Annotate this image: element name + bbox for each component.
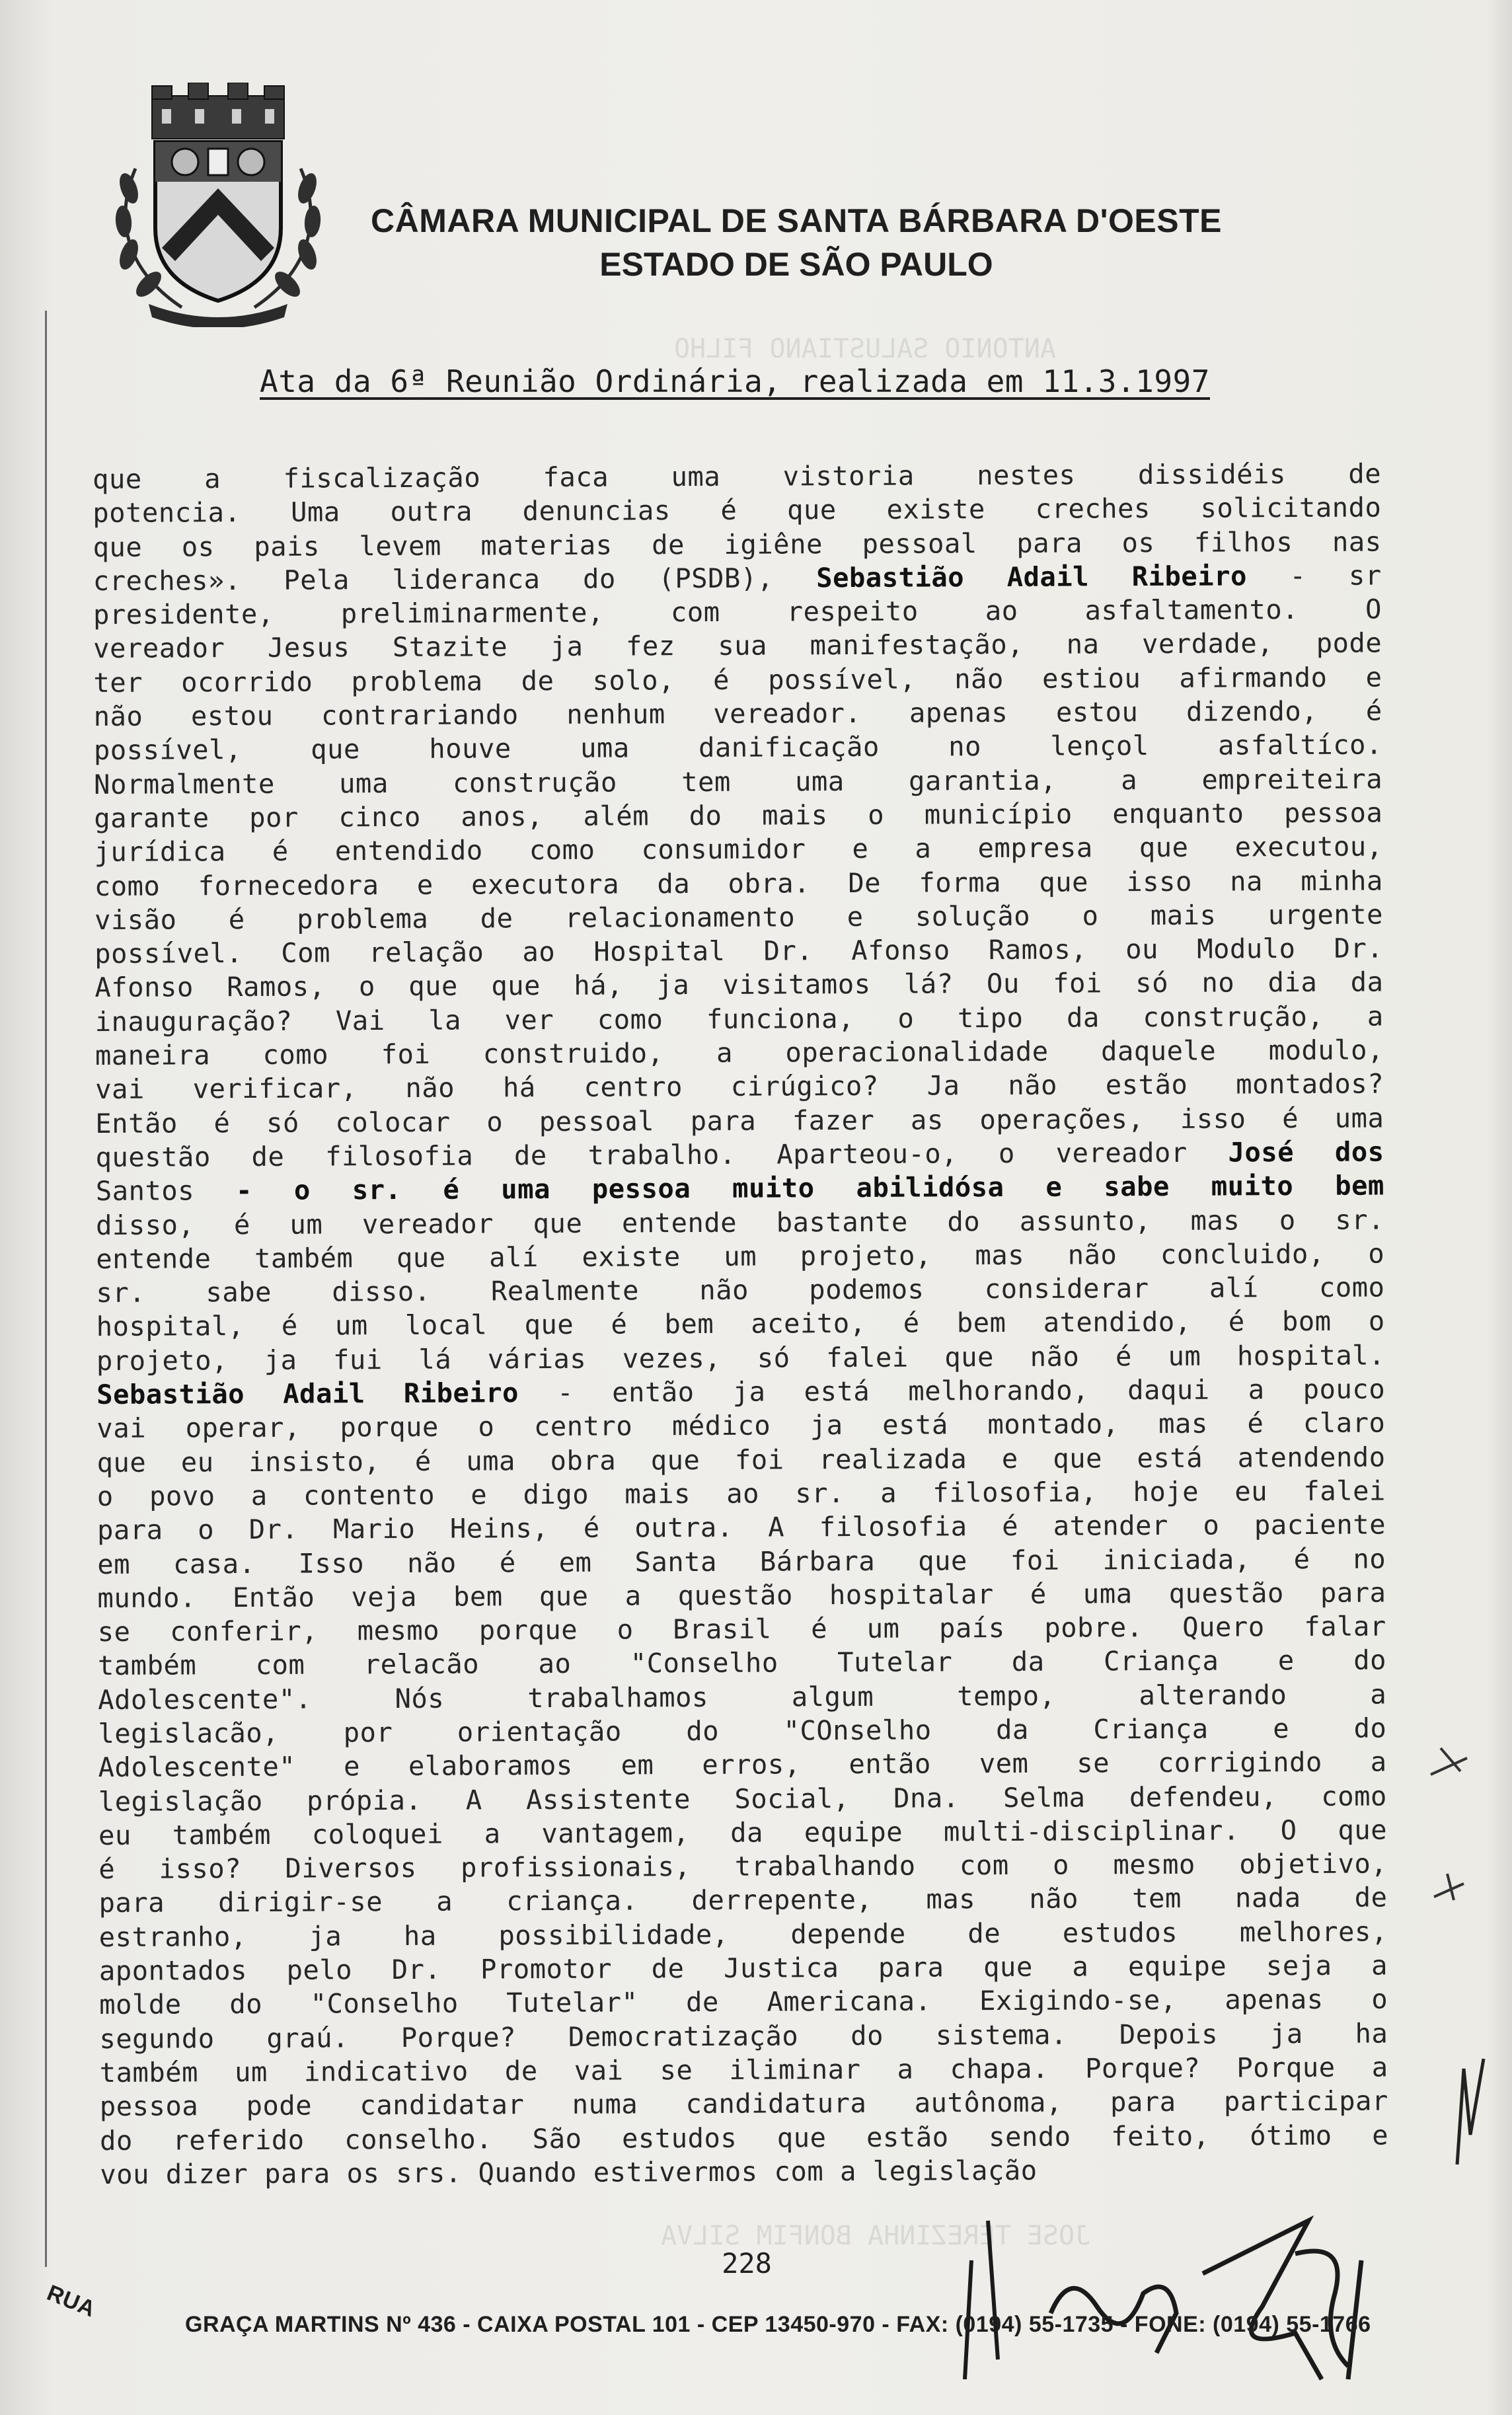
minutes-body	[93, 457, 1388, 2192]
minutes-line: entende também que alí existe um projeto, mas não concluido, o	[96, 1237, 1385, 1275]
minutes-line: eu também coloquei a vantagem, da equipe multi-disciplinar. O que	[98, 1814, 1388, 1851]
minutes-line: possível, que houve uma danificação no lençol asfaltíco.	[93, 728, 1382, 767]
minutes-line: em casa. Isso não é em Santa Bárbara que foi iniciada, é no	[97, 1542, 1386, 1580]
minutes-line: se conferir, mesmo porque o Brasil é um país pobre. Quero falar	[97, 1610, 1386, 1648]
minutes-line: o povo a contento e digo mais ao sr. a filosofia, hoje eu falei	[96, 1475, 1386, 1512]
minutes-line: legislacão, por orientação do "COnselho da Criança e do	[98, 1712, 1387, 1749]
minutes-line: que eu insisto, é uma obra que foi realizada e que está atendendo	[96, 1441, 1386, 1478]
minutes-line: que a fiscalização faca uma vistoria nestes dissidéis de	[93, 457, 1382, 495]
minutes-line: vai operar, porque o centro médico ja está montado, mas é claro	[96, 1406, 1386, 1445]
minutes-line: Afonso Ramos, o que que há, ja visitamos lá? Ou foi só no dia da	[94, 966, 1384, 1004]
minutes-line: Sebastião Adail Ribeiro - então ja está melhorando, daqui a pouco	[96, 1373, 1386, 1411]
minutes-line: sr. sabe disso. Realmente não podemos considerar alí como	[96, 1271, 1385, 1309]
minutes-line: apontados pelo Dr. Promotor de Justica para que a equipe seja a	[98, 1949, 1388, 1987]
margin-initials	[1451, 2055, 1490, 2168]
left-margin-rule	[45, 311, 47, 2267]
minutes-line: vereador Jesus Stazite ja fez sua manifestação, na verdade, pode	[93, 627, 1382, 665]
letterhead-institution: CÂMARA MUNICIPAL DE SANTA BÁRBARA D'OESTE	[371, 202, 1222, 239]
letterhead-state: ESTADO DE SÃO PAULO	[599, 246, 993, 283]
minutes-line: disso, é um vereador que entende bastante do assunto, mas o sr.	[95, 1204, 1385, 1241]
minutes-line: é isso? Diversos profissionais, trabalhando com o mesmo objetivo,	[98, 1847, 1388, 1886]
municipal-crest-icon	[109, 83, 327, 327]
minutes-line: vai verificar, não há centro cirúgico? Ja não estão montados?	[95, 1067, 1384, 1106]
minutes-line: não estou contrariando nenhum vereador. apenas estou dizendo, é	[93, 695, 1382, 733]
footer-street-prefix: RUA	[43, 2280, 99, 2322]
minutes-line: Então é só colocar o pessoal para fazer as operações, isso é uma	[95, 1102, 1384, 1139]
minutes-line: mundo. Então veja bem que a questão hospitalar é uma questão para	[97, 1576, 1386, 1614]
minutes-line: Adolescente". Nós trabalhamos algum tempo, alterando a	[98, 1678, 1387, 1716]
margin-check-mark	[1431, 1870, 1470, 1903]
minutes-line: pessoa pode candidatar numa candidatura autônoma, para participar	[99, 2085, 1388, 2123]
minutes-line: maneira como foi construido, a operacionalidade daquele modulo,	[94, 1034, 1384, 1072]
minutes-line: possível. Com relação ao Hospital Dr. Afonso Ramos, ou Modulo Dr.	[94, 932, 1384, 970]
minutes-line: também com relacão ao "Conselho Tutelar da Criança e do	[97, 1644, 1387, 1682]
footer-address: GRAÇA MARTINS Nº 436 - CAIXA POSTAL 101 - CEP 13450-970 - FAX: (0194) 55-1735 - FONE: (0194) 55-1766	[185, 2312, 1371, 2337]
minutes-line: vou dizer para os srs. Quando estivermos com a legislação	[100, 2154, 1038, 2190]
letterhead	[357, 202, 1236, 284]
minutes-line: potencia. Uma outra denuncias é que existe creches solicitando	[93, 491, 1382, 529]
minutes-line: legislação própia. A Assistente Social, Dna. Selma defendeu, como	[98, 1780, 1387, 1818]
minutes-title: Ata da 6ª Reunião Ordinária, realizada em 11.3.1997	[260, 364, 1210, 399]
minutes-line: Normalmente uma construção tem uma garantia, a empreiteira	[94, 763, 1383, 800]
bleed-through-mark: ANTONIO SALUSTIANO FILHO	[674, 334, 1056, 364]
minutes-line: também um indicativo de vai se iliminar a chapa. Porque? Porque a	[99, 2051, 1388, 2089]
minutes-line: visão é problema de relacionamento e solução o mais urgente	[94, 898, 1384, 936]
minutes-line: segundo graú. Porque? Democratização do sistema. Depois ja ha	[99, 2017, 1388, 2055]
minutes-line: projeto, ja fui lá várias vezes, só falei que não é um hospital.	[96, 1339, 1386, 1377]
minutes-line: que os pais levem materias de igiêne pessoal para os filhos nas	[93, 525, 1382, 563]
minutes-line: creches». Pela lideranca do (PSDB), Sebastião Adail Ribeiro - sr	[93, 559, 1382, 597]
minutes-line: ter ocorrido problema de solo, é possível, não estiou afirmando e	[93, 661, 1382, 699]
minutes-line: estranho, ja ha possibilidade, depende de estudos melhores,	[98, 1915, 1388, 1953]
page-edge-shadow	[1486, 0, 1512, 2415]
minutes-line: para o Dr. Mario Heins, é outra. A filosofia é atender o paciente	[96, 1508, 1386, 1547]
minutes-line: do referido conselho. São estudos que estão sendo feito, ótimo e	[99, 2119, 1389, 2157]
minutes-line: hospital, é um local que é bem aceito, é bem atendido, é bom o	[96, 1305, 1385, 1343]
minutes-line: presidente, preliminarmente, com respeito ao asfaltamento. O	[93, 593, 1382, 631]
minutes-line: molde do "Conselho Tutelar" de Americana. Exigindo-se, apenas o	[99, 1983, 1388, 2021]
minutes-line: jurídica é entendido como consumidor e a empresa que executou,	[94, 830, 1383, 868]
minutes-line: como fornecedora e executora da obra. De forma que isso na minha	[94, 864, 1383, 902]
bleed-through-mark: JOSE TEREZINHA BONFIM SILVA	[661, 2221, 1091, 2251]
letterhead-footer	[43, 2280, 1474, 2359]
minutes-line: Adolescente" e elaboramos em erros, então vem se corrigindo a	[98, 1745, 1387, 1784]
page-number: 228	[722, 2247, 772, 2280]
minutes-line: garante por cinco anos, além do mais o município enquanto pessoa	[94, 796, 1383, 834]
minutes-line: Santos - o sr. é uma pessoa muito abilidósa e sabe muito bem	[95, 1169, 1384, 1208]
minutes-line: para dirigir-se a criança. derrepente, mas não tem nada de	[98, 1881, 1388, 1919]
minutes-line: inauguração? Vai la ver como funciona, o tipo da construção, a	[94, 1000, 1384, 1038]
margin-check-mark	[1427, 1742, 1474, 1781]
minutes-line: questão de filosofia de trabalho. Aparteou-o, o vereador José dos	[95, 1135, 1384, 1173]
